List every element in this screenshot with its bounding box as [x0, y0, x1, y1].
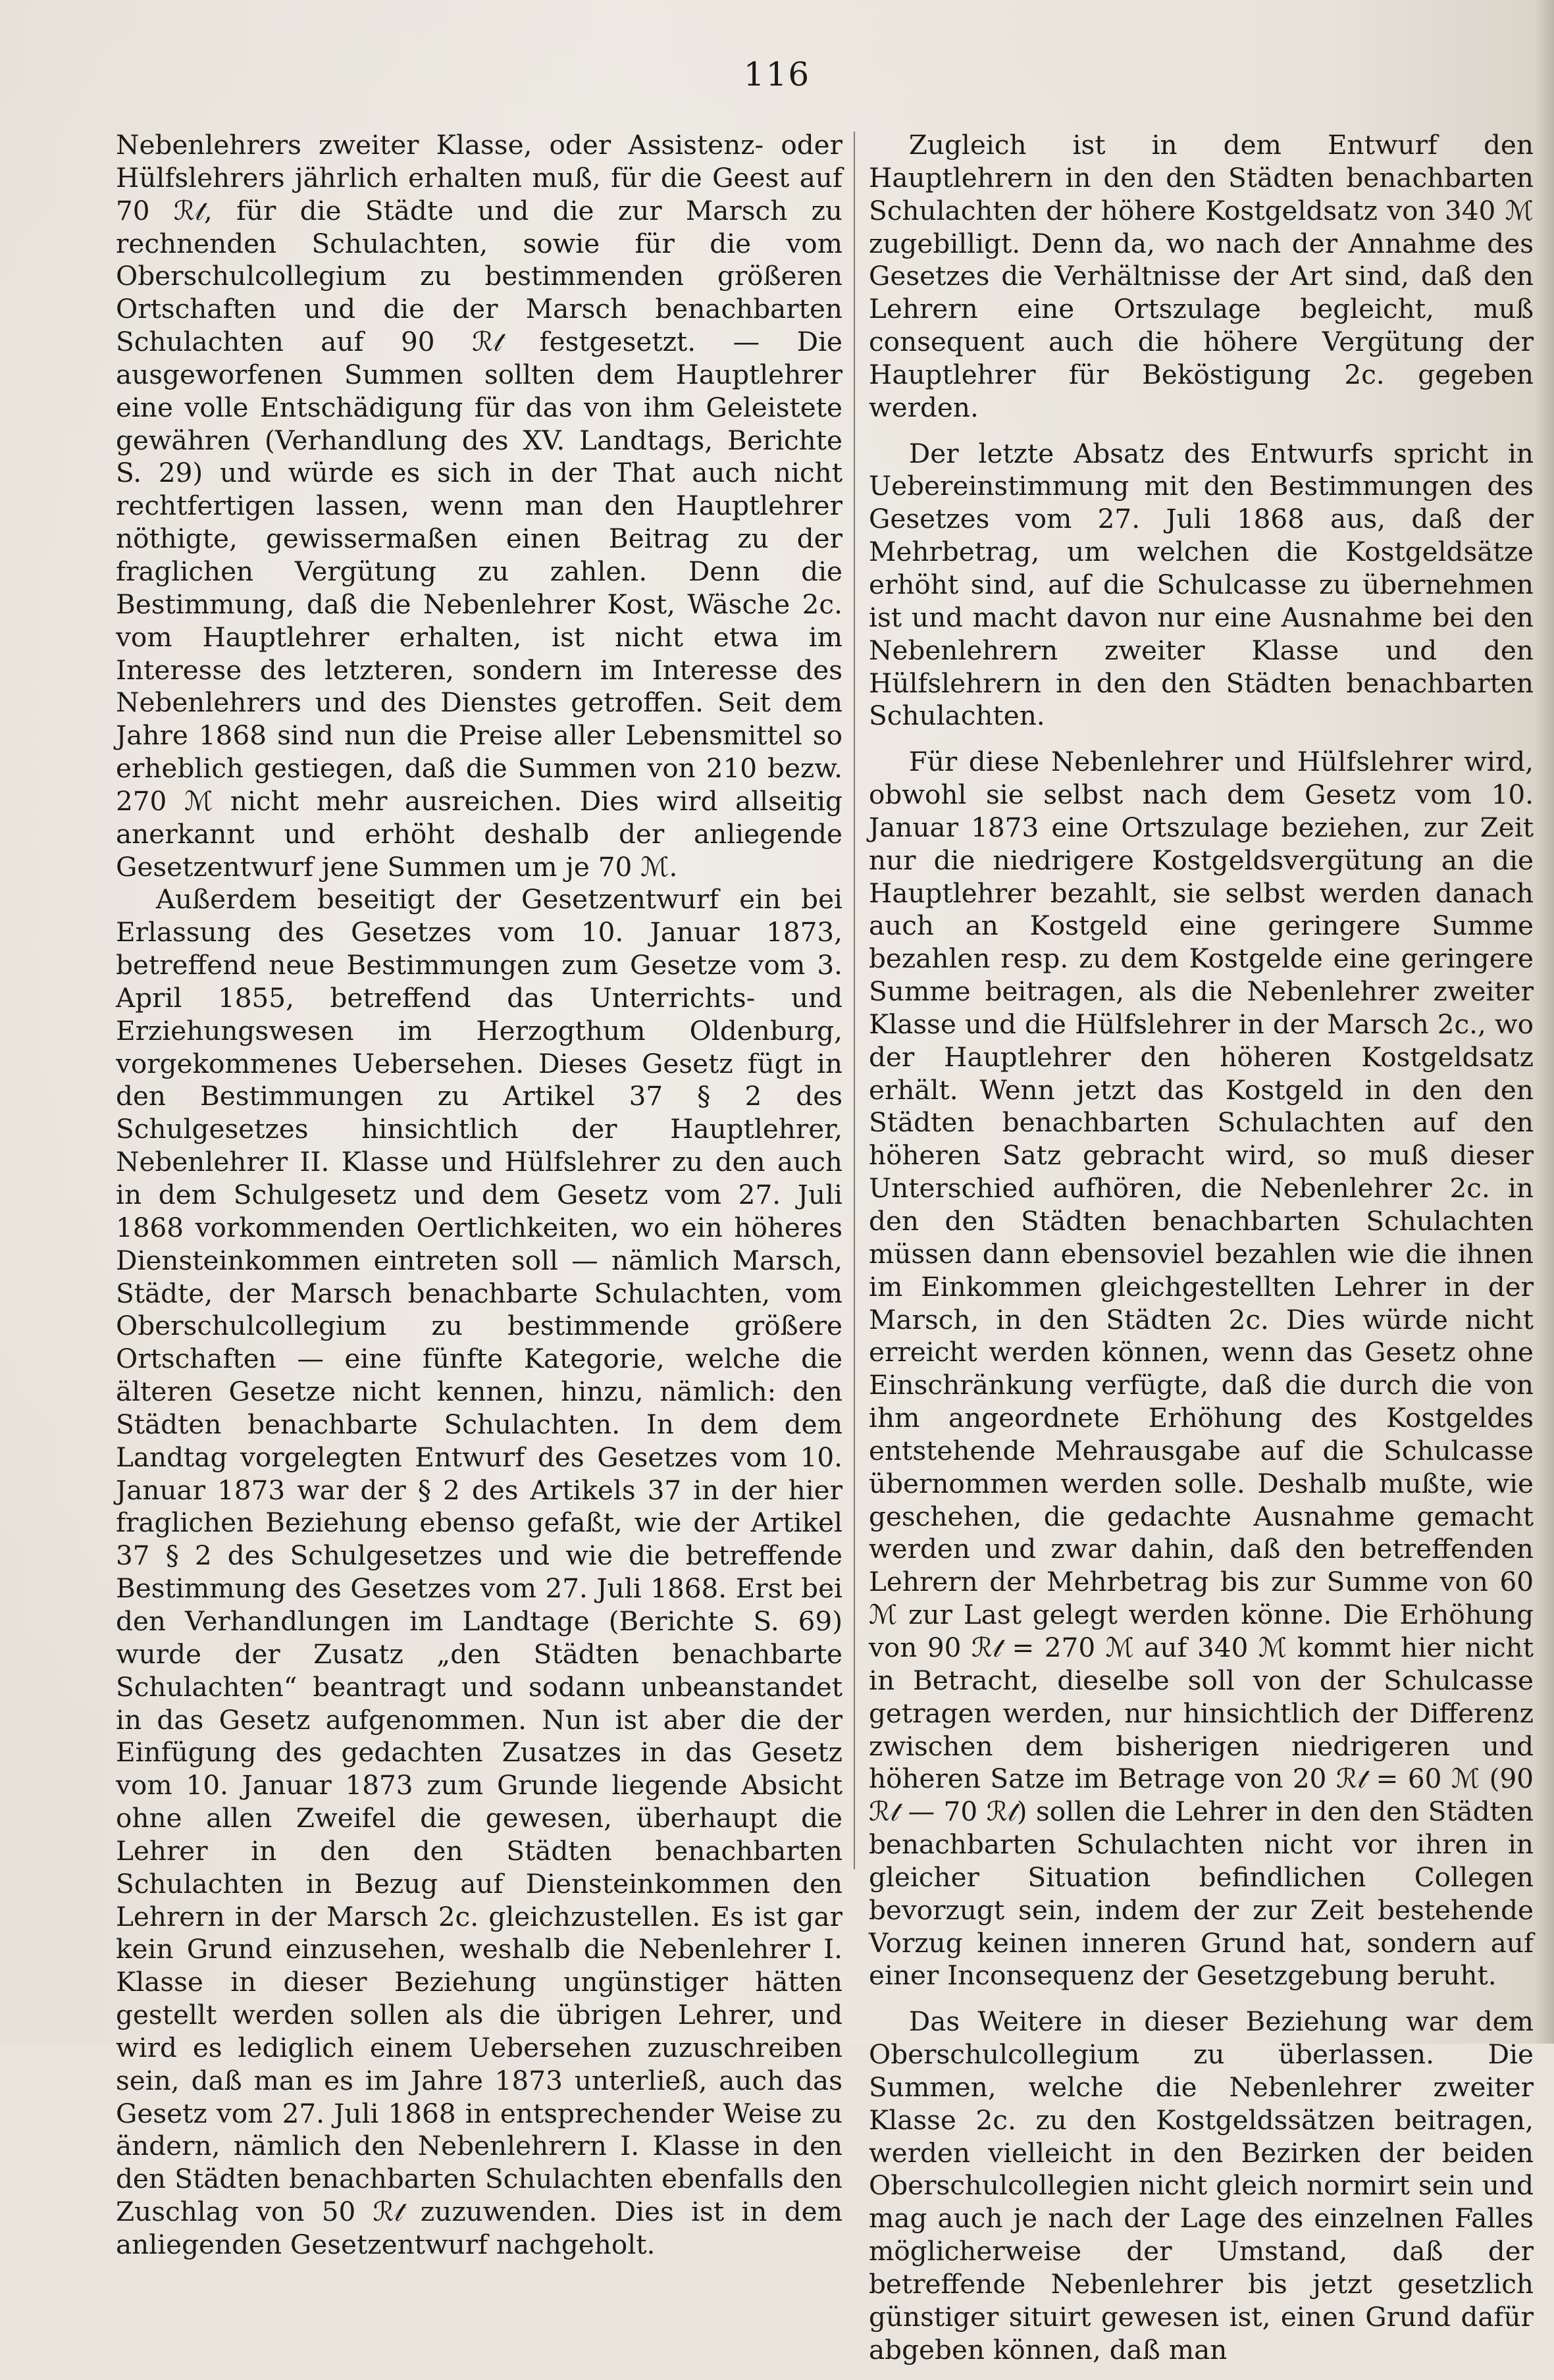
- paragraph: Der letzte Absatz des Entwurfs spricht in Uebereinstimmung mit den Bestimmungen des Gesetzes vom 27. Juli 1868 aus, daß der Mehrbetrag, um welchen die Kostgeldsätze erhöht sind, auf die Schulcasse zu übernehmen ist und macht davon nur eine Ausnahme bei den Nebenlehrern zweiter Klasse und den Hülfslehrern in den den Städten benachbarten Schulachten.: [869, 437, 1534, 732]
- paragraph: Zugleich ist in dem Entwurf den Hauptlehrern in den den Städten benachbarten Schulachten der höhere Kostgeldsatz von 340 ℳ zugebilligt. Denn da, wo nach der Annahme des Gesetzes die Verhältnisse der Art sind, daß den Lehrern eine Ortszulage begleicht, muß consequent auch die höhere Vergütung der Hauptlehrer für Beköstigung 2c. gegeben werden.: [869, 129, 1534, 423]
- column-divider: [854, 132, 855, 1869]
- paragraph: Für diese Nebenlehrer und Hülfslehrer wird, obwohl sie selbst nach dem Gesetz vom 10. Januar 1873 eine Ortszulage beziehen, zur Zeit nur die niedrigere Kostgeldsvergütung an die Hauptlehrer bezahlt, sie selbst werden danach auch an Kostgeld eine geringere Summe bezahlen resp. zu dem Kostgelde eine geringere Summe beitragen, als die Nebenlehrer zweiter Klasse und die Hülfslehrer in der Marsch 2c., wo der Hauptlehrer den höheren Kostgeldsatz erhält. Wenn jetzt das Kostgeld in den den Städten benachbarten Schulachten auf den höheren Satz gebracht wird, so muß dieser Unterschied aufhören, die Nebenlehrer 2c. in den den Städten benachbarten Schulachten müssen dann ebensoviel bezahlen wie die ihnen im Einkommen gleichgestellten Lehrer in der Marsch, in den Städten 2c. Dies würde nicht erreicht werden können, wenn das Gesetz ohne Einschränkung verfügte, daß die durch die von ihm angeordnete Erhöhung des Kostgeldes entstehende Mehrausgabe auf die Schulcasse übernommen werden solle. Deshalb mußte, wie geschehen, die gedachte Ausnahme gemacht werden und zwar dahin, daß den betreffenden Lehrern der Mehrbetrag bis zur Summe von 60 ℳ zur Last gelegt werden könne. Die Erhöhung von 90 ℛ𝓉 = 270 ℳ auf 340 ℳ kommt hier nicht in Betracht, dieselbe soll von der Schulcasse getragen werden, nur hinsichtlich der Differenz zwischen dem bisherigen niedrigeren und höheren Satze im Betrage von 20 ℛ𝓉 = 60 ℳ (90 ℛ𝓉 — 70 ℛ𝓉) sollen die Lehrer in den den Städten benachbarten Schulachten nicht vor ihren in gleicher Situation befindlichen Collegen bevorzugt sein, indem der zur Zeit bestehende Vorzug keinen inneren Grund hat, sondern auf einer Inconsequenz der Gesetzgebung beruht.: [869, 746, 1534, 1992]
- paragraph: Das Weitere in dieser Beziehung war dem Oberschulcollegium zu überlassen. Die Summen, welche die Nebenlehrer zweiter Klasse 2c. zu den Kostgeldssätzen beitragen, werden vielleicht in den Bezirken der beiden Oberschulcollegien nicht gleich normirt sein und mag auch je nach der Lage des einzelnen Falles möglicherweise der Umstand, daß der betreffende Nebenlehrer bis jetzt gesetzlich günstiger situirt gewesen ist, einen Grund dafür abgeben können, daß man: [869, 2005, 1534, 2366]
- left-column: [116, 129, 842, 2262]
- paragraph: Nebenlehrers zweiter Klasse, oder Assistenz- oder Hülfslehrers jährlich erhalten muß, für die Geest auf 70 ℛ𝓉, für die Städte und die zur Marsch zu rechnenden Schulachten, sowie für die vom Oberschulcollegium zu bestimmenden größeren Ortschaften und die der Marsch benachbarten Schulachten auf 90 ℛ𝓉 festgesetzt. — Die ausgeworfenen Summen sollten dem Hauptlehrer eine volle Entschädigung für das von ihm Geleistete gewähren (Verhandlung des XV. Landtags, Berichte S. 29) und würde es sich in der That auch nicht rechtfertigen lassen, wenn man den Hauptlehrer nöthigte, gewissermaßen einen Beitrag zu der fraglichen Vergütung zu zahlen. Denn die Bestimmung, daß die Nebenlehrer Kost, Wäsche 2c. vom Hauptlehrer erhalten, ist nicht etwa im Interesse des letzteren, sondern im Interesse des Nebenlehrers und des Dienstes getroffen. Seit dem Jahre 1868 sind nun die Preise aller Lebensmittel so erheblich gestiegen, daß die Summen von 210 bezw. 270 ℳ nicht mehr ausreichen. Dies wird allseitig anerkannt und erhöht deshalb der anliegende Gesetzentwurf jene Summen um je 70 ℳ.: [116, 129, 842, 883]
- page-number: 116: [743, 55, 811, 93]
- page-binding-shadow: [1534, 0, 1554, 2044]
- right-column: [869, 129, 1534, 2380]
- paragraph: Außerdem beseitigt der Gesetzentwurf ein bei Erlassung des Gesetzes vom 10. Januar 1873, betreffend neue Bestimmungen zum Gesetze vom 3. April 1855, betreffend das Unterrichts- und Erziehungswesen im Herzogthum Oldenburg, vorgekommenes Uebersehen. Dieses Gesetz fügt in den Bestimmungen zu Artikel 37 § 2 des Schulgesetzes hinsichtlich der Hauptlehrer, Nebenlehrer II. Klasse und Hülfslehrer zu den auch in dem Schulgesetz und dem Gesetz vom 27. Juli 1868 vorkommenden Oertlichkeiten, wo ein höheres Diensteinkommen eintreten soll — nämlich Marsch, Städte, der Marsch benachbarte Schulachten, vom Oberschulcollegium zu bestimmende größere Ortschaften — eine fünfte Kategorie, welche die älteren Gesetze nicht kennen, hinzu, nämlich: den Städten benachbarte Schulachten. In dem dem Landtag vorgelegten Entwurf des Gesetzes vom 10. Januar 1873 war der § 2 des Artikels 37 in der hier fraglichen Beziehung ebenso gefaßt, wie der Artikel 37 § 2 des Schulgesetzes und wie die betreffende Bestimmung des Gesetzes vom 27. Juli 1868. Erst bei den Verhandlungen im Landtage (Berichte S. 69) wurde der Zusatz „den Städten benachbarte Schulachten“ beantragt und sodann unbeanstandet in das Gesetz aufgenommen. Nun ist aber die der Einfügung des gedachten Zusatzes in das Gesetz vom 10. Januar 1873 zum Grunde liegende Absicht ohne allen Zweifel die gewesen, überhaupt die Lehrer in den den Städten benachbarten Schulachten in Bezug auf Diensteinkommen den Lehrern in der Marsch 2c. gleichzustellen. Es ist gar kein Grund einzusehen, weshalb die Nebenlehrer I. Klasse in dieser Beziehung ungünstiger hätten gestellt werden sollen als die übrigen Lehrer, und wird es lediglich einem Uebersehen zuzuschreiben sein, daß man es im Jahre 1873 unterließ, auch das Gesetz vom 27. Juli 1868 in entsprechender Weise zu ändern, nämlich den Nebenlehrern I. Klasse in den den Städten benachbarten Schulachten ebenfalls den Zuschlag von 50 ℛ𝓉 zuzuwenden. Dies ist in dem anliegenden Gesetzentwurf nachgeholt.: [116, 883, 842, 2260]
